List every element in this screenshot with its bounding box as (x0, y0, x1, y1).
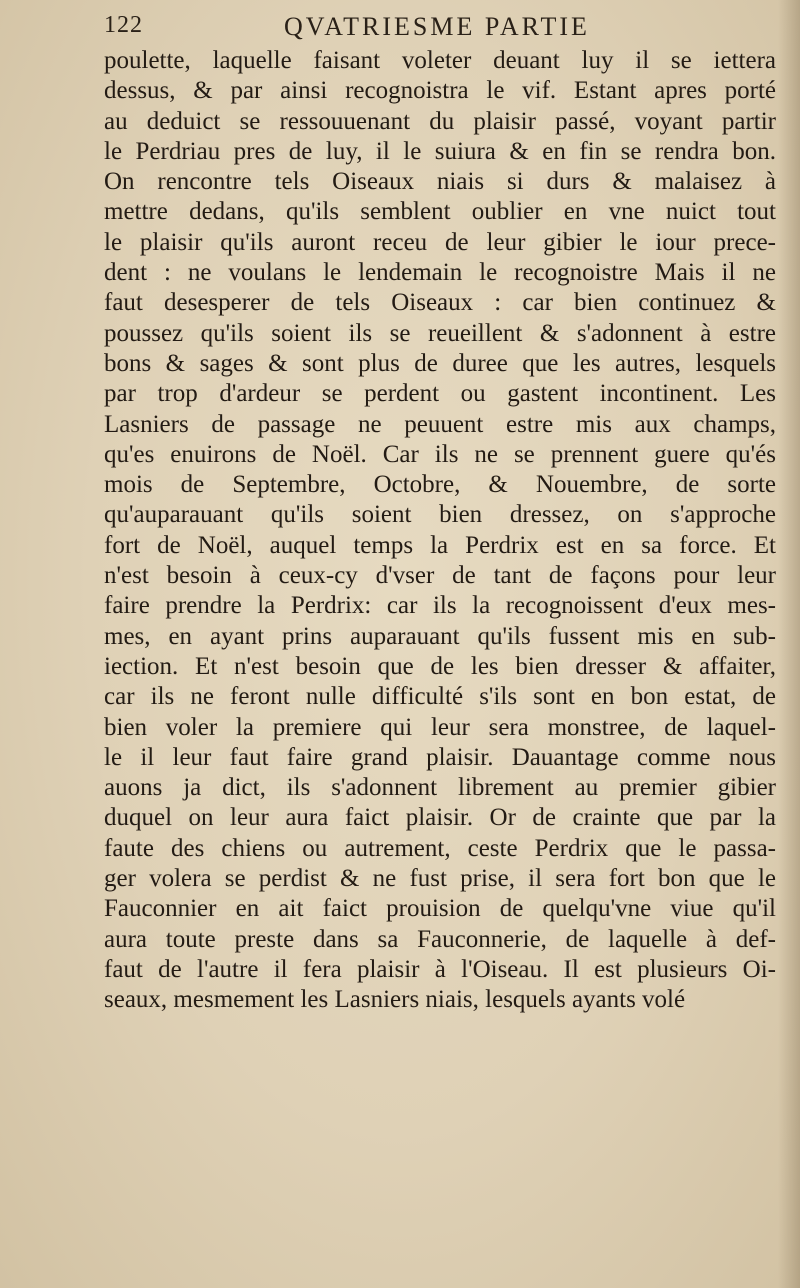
running-head (104, 12, 770, 46)
text-line: bons & sages & sont plus de duree que les autres, lesquels (104, 349, 776, 377)
text-line: le Perdriau pres de luy, il le suiura & en fin se rendra bon. (104, 137, 776, 165)
text-line: fort de Noël, auquel temps la Perdrix est en sa force. Et (104, 531, 776, 559)
text-line: bien voler la premiere qui leur sera monstree, de laquel- (104, 713, 776, 741)
text-line: Lasniers de passage ne peuuent estre mis aux champs, (104, 410, 776, 438)
text-line: le plaisir qu'ils auront receu de leur gibier le iour prece- (104, 228, 776, 256)
text-line: mes, en ayant prins auparauant qu'ils fussent mis en sub- (104, 622, 776, 650)
text-line: poussez qu'ils soient ils se reueillent & s'adonnent à estre (104, 319, 776, 347)
text-line: faire prendre la Perdrix: car ils la recognoissent d'eux mes- (104, 592, 776, 620)
text-line: qu'es enuirons de Noël. Car ils ne se prennent guere qu'és (104, 440, 776, 468)
text-line: poulette, laquelle faisant voleter deuant luy il se iettera (104, 47, 776, 74)
text-line: Fauconnier en ait faict prouision de quelqu'vne viue qu'il (104, 895, 776, 923)
text-line: iection. Et n'est besoin que de les bien dresser & affaiter, (104, 652, 776, 680)
text-line: auons ja dict, ils s'adonnent librement au premier gibier (104, 774, 776, 802)
text-line: duquel on leur aura faict plaisir. Or de crainte que par la (104, 804, 776, 832)
body-text (104, 46, 776, 1016)
text-line: dessus, & par ainsi recognoistra le vif. Estant apres porté (104, 77, 776, 105)
text-line: mois de Septembre, Octobre, & Nouembre, de sorte (104, 471, 776, 499)
text-line: ger volera se perdist & ne fust prise, il sera fort bon que le (104, 865, 776, 893)
running-title: QVATRIESME PARTIE (284, 12, 590, 41)
text-line: dent : ne voulans le lendemain le recognoistre Mais il ne (104, 259, 776, 287)
text-line: faut de l'autre il fera plaisir à l'Oiseau. Il est plusieurs Oi- (104, 955, 776, 983)
text-line: qu'auparauant qu'ils soient bien dressez, on s'approche (104, 501, 776, 529)
page-number: 122 (104, 12, 143, 38)
text-line: car ils ne feront nulle difficulté s'ils sont en bon estat, de (104, 683, 776, 711)
text-line: au deduict se ressouuenant du plaisir passé, voyant partir (104, 107, 776, 135)
page-edge-shadow (778, 0, 800, 1288)
text-line: seaux, mesmement les Lasniers niais, lesquels ayants volé (104, 986, 686, 1014)
text-line: faut desesperer de tels Oiseaux : car bien continuez & (104, 289, 776, 317)
text-line: mettre dedans, qu'ils semblent oublier en vne nuict tout (104, 198, 776, 226)
text-line: le il leur faut faire grand plaisir. Dauantage comme nous (104, 743, 776, 771)
text-line: faute des chiens ou autrement, ceste Perdrix que le passa- (104, 834, 776, 862)
text-line: aura toute preste dans sa Fauconnerie, de laquelle à def- (104, 925, 776, 953)
text-line: par trop d'ardeur se perdent ou gastent incontinent. Les (104, 380, 776, 408)
text-line: n'est besoin à ceux-cy d'vser de tant de façons pour leur (104, 562, 776, 590)
text-line: On rencontre tels Oiseaux niais si durs & malaisez à (104, 168, 776, 196)
